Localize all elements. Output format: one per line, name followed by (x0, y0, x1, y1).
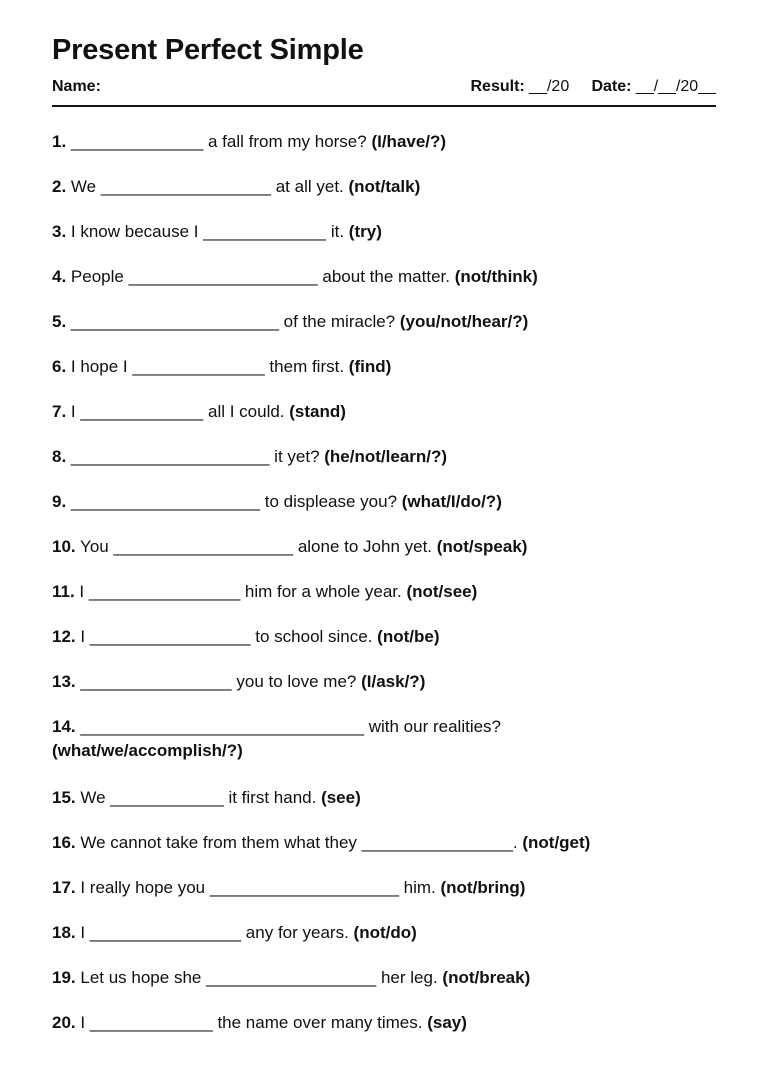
item-text: We ____________ it first hand. (75, 788, 322, 807)
item-number: 2. (52, 177, 67, 196)
name-label: Name: (52, 78, 101, 95)
item-hint: (I/ask/?) (361, 672, 426, 691)
item-number: 8. (52, 447, 67, 466)
exercise-item (52, 876, 722, 921)
result-value: __/20 (524, 78, 570, 95)
exercise-item (52, 580, 722, 625)
item-hint: (see) (321, 788, 361, 807)
item-text: _____________________ it yet? (66, 447, 325, 466)
item-text: I _________________ to school since. (75, 627, 378, 646)
item-text: ______________ a fall from my horse? (66, 132, 372, 151)
page-title: Present Perfect Simple (52, 34, 364, 66)
item-hint: (stand) (289, 402, 346, 421)
date-label: Date: (591, 78, 632, 95)
item-number: 16. (52, 833, 76, 852)
item-hint: (not/bring) (440, 878, 526, 897)
item-hint: (say) (427, 1013, 467, 1032)
item-hint: (he/not/learn/?) (324, 447, 448, 466)
result-label: Result: (470, 78, 525, 95)
exercise-item (52, 355, 722, 400)
exercise-item (52, 445, 722, 490)
item-hint: (find) (348, 357, 392, 376)
item-hint: (not/speak) (436, 537, 528, 556)
item-hint: (not/do) (353, 923, 417, 942)
item-text: People ____________________ about the matter. (66, 267, 455, 286)
exercise-item (52, 535, 722, 580)
exercise-list (52, 130, 722, 1056)
item-hint: (you/not/hear/?) (399, 312, 529, 331)
item-text: I know because I _____________ it. (66, 222, 349, 241)
exercise-item (52, 400, 722, 445)
worksheet-header (52, 78, 716, 100)
item-text: I ________________ him for a whole year. (74, 582, 407, 601)
item-number: 3. (52, 222, 67, 241)
exercise-item (52, 831, 722, 876)
item-hint: (not/think) (454, 267, 538, 286)
item-hint: (not/be) (377, 627, 440, 646)
item-text: I really hope you ____________________ him. (75, 878, 441, 897)
item-text: ________________ you to love me? (75, 672, 362, 691)
item-hint: (not/break) (442, 968, 531, 987)
exercise-item (52, 921, 722, 966)
item-hint: (not/talk) (348, 177, 421, 196)
exercise-item (52, 1011, 722, 1056)
item-number: 6. (52, 357, 67, 376)
item-text: I _____________ the name over many times. (75, 1013, 428, 1032)
exercise-item (52, 715, 722, 786)
exercise-item (52, 966, 722, 1011)
item-hint: (not/see) (406, 582, 478, 601)
exercise-item (52, 490, 722, 535)
exercise-item (52, 625, 722, 670)
item-number: 15. (52, 788, 76, 807)
exercise-item (52, 670, 722, 715)
item-number: 20. (52, 1013, 76, 1032)
item-number: 18. (52, 923, 76, 942)
item-text: Let us hope she __________________ her leg. (75, 968, 443, 987)
item-text: I ________________ any for years. (75, 923, 354, 942)
date-value: __/__/20__ (631, 78, 716, 95)
exercise-item (52, 265, 722, 310)
item-number: 10. (52, 537, 76, 556)
item-hint: (not/get) (522, 833, 591, 852)
item-text: You ___________________ alone to John yet. (75, 537, 437, 556)
result-date-group (471, 78, 717, 96)
item-number: 14. (52, 717, 76, 736)
item-text: ____________________ to displease you? (66, 492, 402, 511)
item-number: 11. (52, 582, 75, 601)
exercise-item (52, 220, 722, 265)
item-hint: (what/I/do/?) (401, 492, 502, 511)
item-number: 17. (52, 878, 76, 897)
item-text: ______________________________ with our realities? (75, 717, 506, 736)
item-number: 1. (52, 132, 67, 151)
item-hint: (what/we/accomplish/?) (52, 741, 243, 760)
item-text: We __________________ at all yet. (66, 177, 349, 196)
item-text: I hope I ______________ them first. (66, 357, 349, 376)
header-divider (52, 105, 716, 107)
item-text: I _____________ all I could. (66, 402, 290, 421)
exercise-item (52, 175, 722, 220)
item-number: 7. (52, 402, 67, 421)
exercise-item (52, 310, 722, 355)
item-hint: (I/have/?) (371, 132, 447, 151)
item-hint: (try) (348, 222, 382, 241)
item-number: 5. (52, 312, 67, 331)
item-number: 19. (52, 968, 76, 987)
item-number: 9. (52, 492, 67, 511)
item-number: 12. (52, 627, 76, 646)
item-number: 13. (52, 672, 76, 691)
item-text: We cannot take from them what they ________________. (75, 833, 523, 852)
item-number: 4. (52, 267, 67, 286)
exercise-item (52, 786, 722, 831)
exercise-item (52, 130, 722, 175)
item-text: ______________________ of the miracle? (66, 312, 400, 331)
